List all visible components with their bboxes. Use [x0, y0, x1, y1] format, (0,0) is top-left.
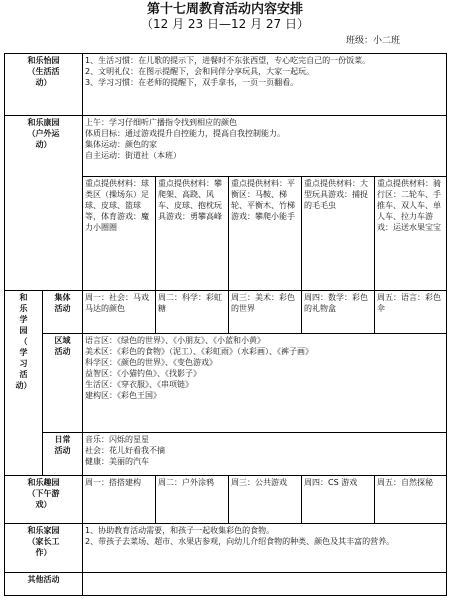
family-line: 1、协助教育活动需要，和孩子一起收集彩色的食物。 — [85, 525, 275, 535]
learning-group-row — [5, 291, 447, 334]
group-activity-item: 周五：语言：彩色伞 — [375, 291, 447, 334]
group-activity-item: 周三：美术：彩色的世界 — [229, 291, 302, 334]
family-label-line: （家长工 — [27, 536, 60, 546]
other-row — [5, 573, 447, 596]
area-line: 益智区：《小猫钓鱼》、《找影子》 — [85, 369, 201, 379]
group-activity-label — [43, 291, 83, 334]
fun-row — [5, 476, 447, 523]
group-label-line: 集体 — [54, 293, 71, 303]
area-line: 美术区：《彩色的食物》（泥工）、《彩虹雨》（水彩画）、《裤子画》 — [85, 347, 313, 357]
daily-activity-content — [83, 433, 447, 476]
learning-daily-row — [5, 433, 447, 476]
daily-activity-label — [43, 433, 83, 476]
learning-label-char: 习 — [19, 359, 28, 369]
area-activity-label — [43, 334, 83, 433]
schedule-table — [4, 53, 447, 596]
life-line: 1、生活习惯：在儿歌的提示下，进餐时不东张西望，专心吃完自己的一份饭菜。 — [85, 56, 371, 65]
family-line: 2、带孩子去菜场、超市、水果店参观，向幼儿介绍食物的种类、颜色及其丰富的营养。 — [85, 536, 395, 546]
health-zone: 重点提供材料：大型玩具游戏：捕捉的毛毛虫 — [302, 176, 375, 290]
other-content — [83, 573, 447, 596]
life-content — [83, 54, 447, 116]
health-label-line: （户外运 — [27, 129, 60, 139]
life-line: 3、学习习惯：在老师的提醒下，双手拿书，一页一页翻看。 — [85, 78, 299, 87]
daily-line: 健康：美丽的汽车 — [85, 457, 149, 467]
daily-line: 音乐：闪烁的星星 — [85, 435, 149, 445]
life-label-line: 动） — [35, 78, 52, 87]
group-activity-item: 周一：社会：马戏马达的颜色 — [83, 291, 156, 334]
learning-area-row — [5, 334, 447, 433]
health-line: 上午：学习仔细听广播指令找到相应的颜色 — [85, 118, 237, 128]
family-row — [5, 523, 447, 573]
family-label-line: 和乐家园 — [27, 525, 60, 535]
fun-item: 周五：自然探秘 — [375, 476, 447, 523]
group-label-line: 活动 — [54, 304, 71, 314]
life-label-line: 和乐怡园 — [27, 56, 60, 65]
life-line: 2、文明礼仪：在图示提醒下，会和同伴分享玩具，大家一起玩。 — [85, 67, 315, 76]
daily-line: 社会：花儿好看我不摘 — [85, 446, 165, 456]
life-label-line: （生活活 — [27, 67, 60, 76]
area-activity-content — [83, 334, 447, 433]
fun-item: 周二：户外涂鸦 — [156, 476, 229, 523]
fun-label-line: （下午游 — [27, 489, 60, 499]
learning-label-char: 动） — [15, 381, 32, 391]
daily-label-line: 日常 — [54, 435, 71, 445]
learning-label — [5, 291, 43, 476]
family-label-line: 作） — [35, 547, 52, 557]
daily-label-line: 活动 — [54, 446, 71, 456]
group-activity-item: 周二：科学：彩虹糖 — [156, 291, 229, 334]
fun-item: 周三：公共游戏 — [229, 476, 302, 523]
health-label-line: 和乐康园 — [27, 118, 60, 128]
fun-label — [5, 476, 83, 523]
group-activity-item: 周四：数学：彩色的礼物盒 — [302, 291, 375, 334]
life-label — [5, 54, 83, 116]
page-title: 第十七周教育活动内容安排 — [146, 2, 303, 17]
health-line: 自主运动：街道社（本班） — [85, 151, 181, 161]
learning-label-char: 园 — [19, 326, 28, 336]
other-label: 其他活动 — [5, 573, 83, 596]
learning-label-char: 活 — [19, 370, 28, 380]
fun-label-line: 戏） — [35, 500, 52, 510]
area-label-line: 区域 — [54, 336, 71, 346]
family-label — [5, 523, 83, 573]
area-label-line: 活动 — [54, 347, 71, 357]
health-zone: 重点提供材料：平衡区：马鞍、梯轮、平衡木、竹梯游戏：攀爬小能手 — [229, 176, 302, 290]
health-content — [83, 116, 447, 176]
health-label-line: 动） — [35, 140, 52, 150]
health-label — [5, 116, 83, 291]
learning-label-char: 学 — [19, 348, 28, 358]
class-label: 班级：小二班 — [345, 36, 400, 46]
learning-label-char: 和 — [19, 293, 28, 303]
learning-label-char: （ — [19, 337, 28, 347]
learning-label-char: 乐 — [19, 304, 28, 314]
health-line: 体质目标：通过游戏提升自控能力，提高自我控制能力。 — [85, 129, 285, 139]
life-row — [5, 54, 447, 116]
health-zone: 重点提供材料：球类区（操场东）足球、皮球、篮球等，体育游戏：魔力小圈圈 — [83, 176, 156, 290]
family-content — [83, 523, 447, 573]
fun-item: 周一：搭搭建构 — [83, 476, 156, 523]
health-zone: 重点提供材料：骑行区：二轮车、手推车、双人车、单人车、拉力车游戏：运送水果宝宝 — [375, 176, 447, 290]
area-line: 语言区：《绿色的世界》、《小朋友》、《小蓝和小黄》 — [85, 336, 265, 346]
area-line: 科学区：《颜色的世界》、《变色游戏》 — [85, 358, 217, 368]
health-zone: 重点提供材料：攀爬架、高跷、风车、皮球、抱枕玩具游戏：勇攀高峰 — [156, 176, 229, 290]
health-line: 集体运动：颜色的家 — [85, 140, 157, 150]
fun-label-line: 和乐趣园 — [27, 478, 60, 488]
fun-item: 周四：CS 游戏 — [302, 476, 375, 523]
health-row — [5, 116, 447, 176]
date-range: （12 月 23 日—12 月 27 日） — [141, 17, 309, 31]
area-line: 生活区：《穿衣服》、《串项链》 — [85, 380, 193, 390]
area-line: 建构区：《彩色王国》 — [85, 391, 161, 401]
learning-label-char: 学 — [19, 315, 28, 325]
